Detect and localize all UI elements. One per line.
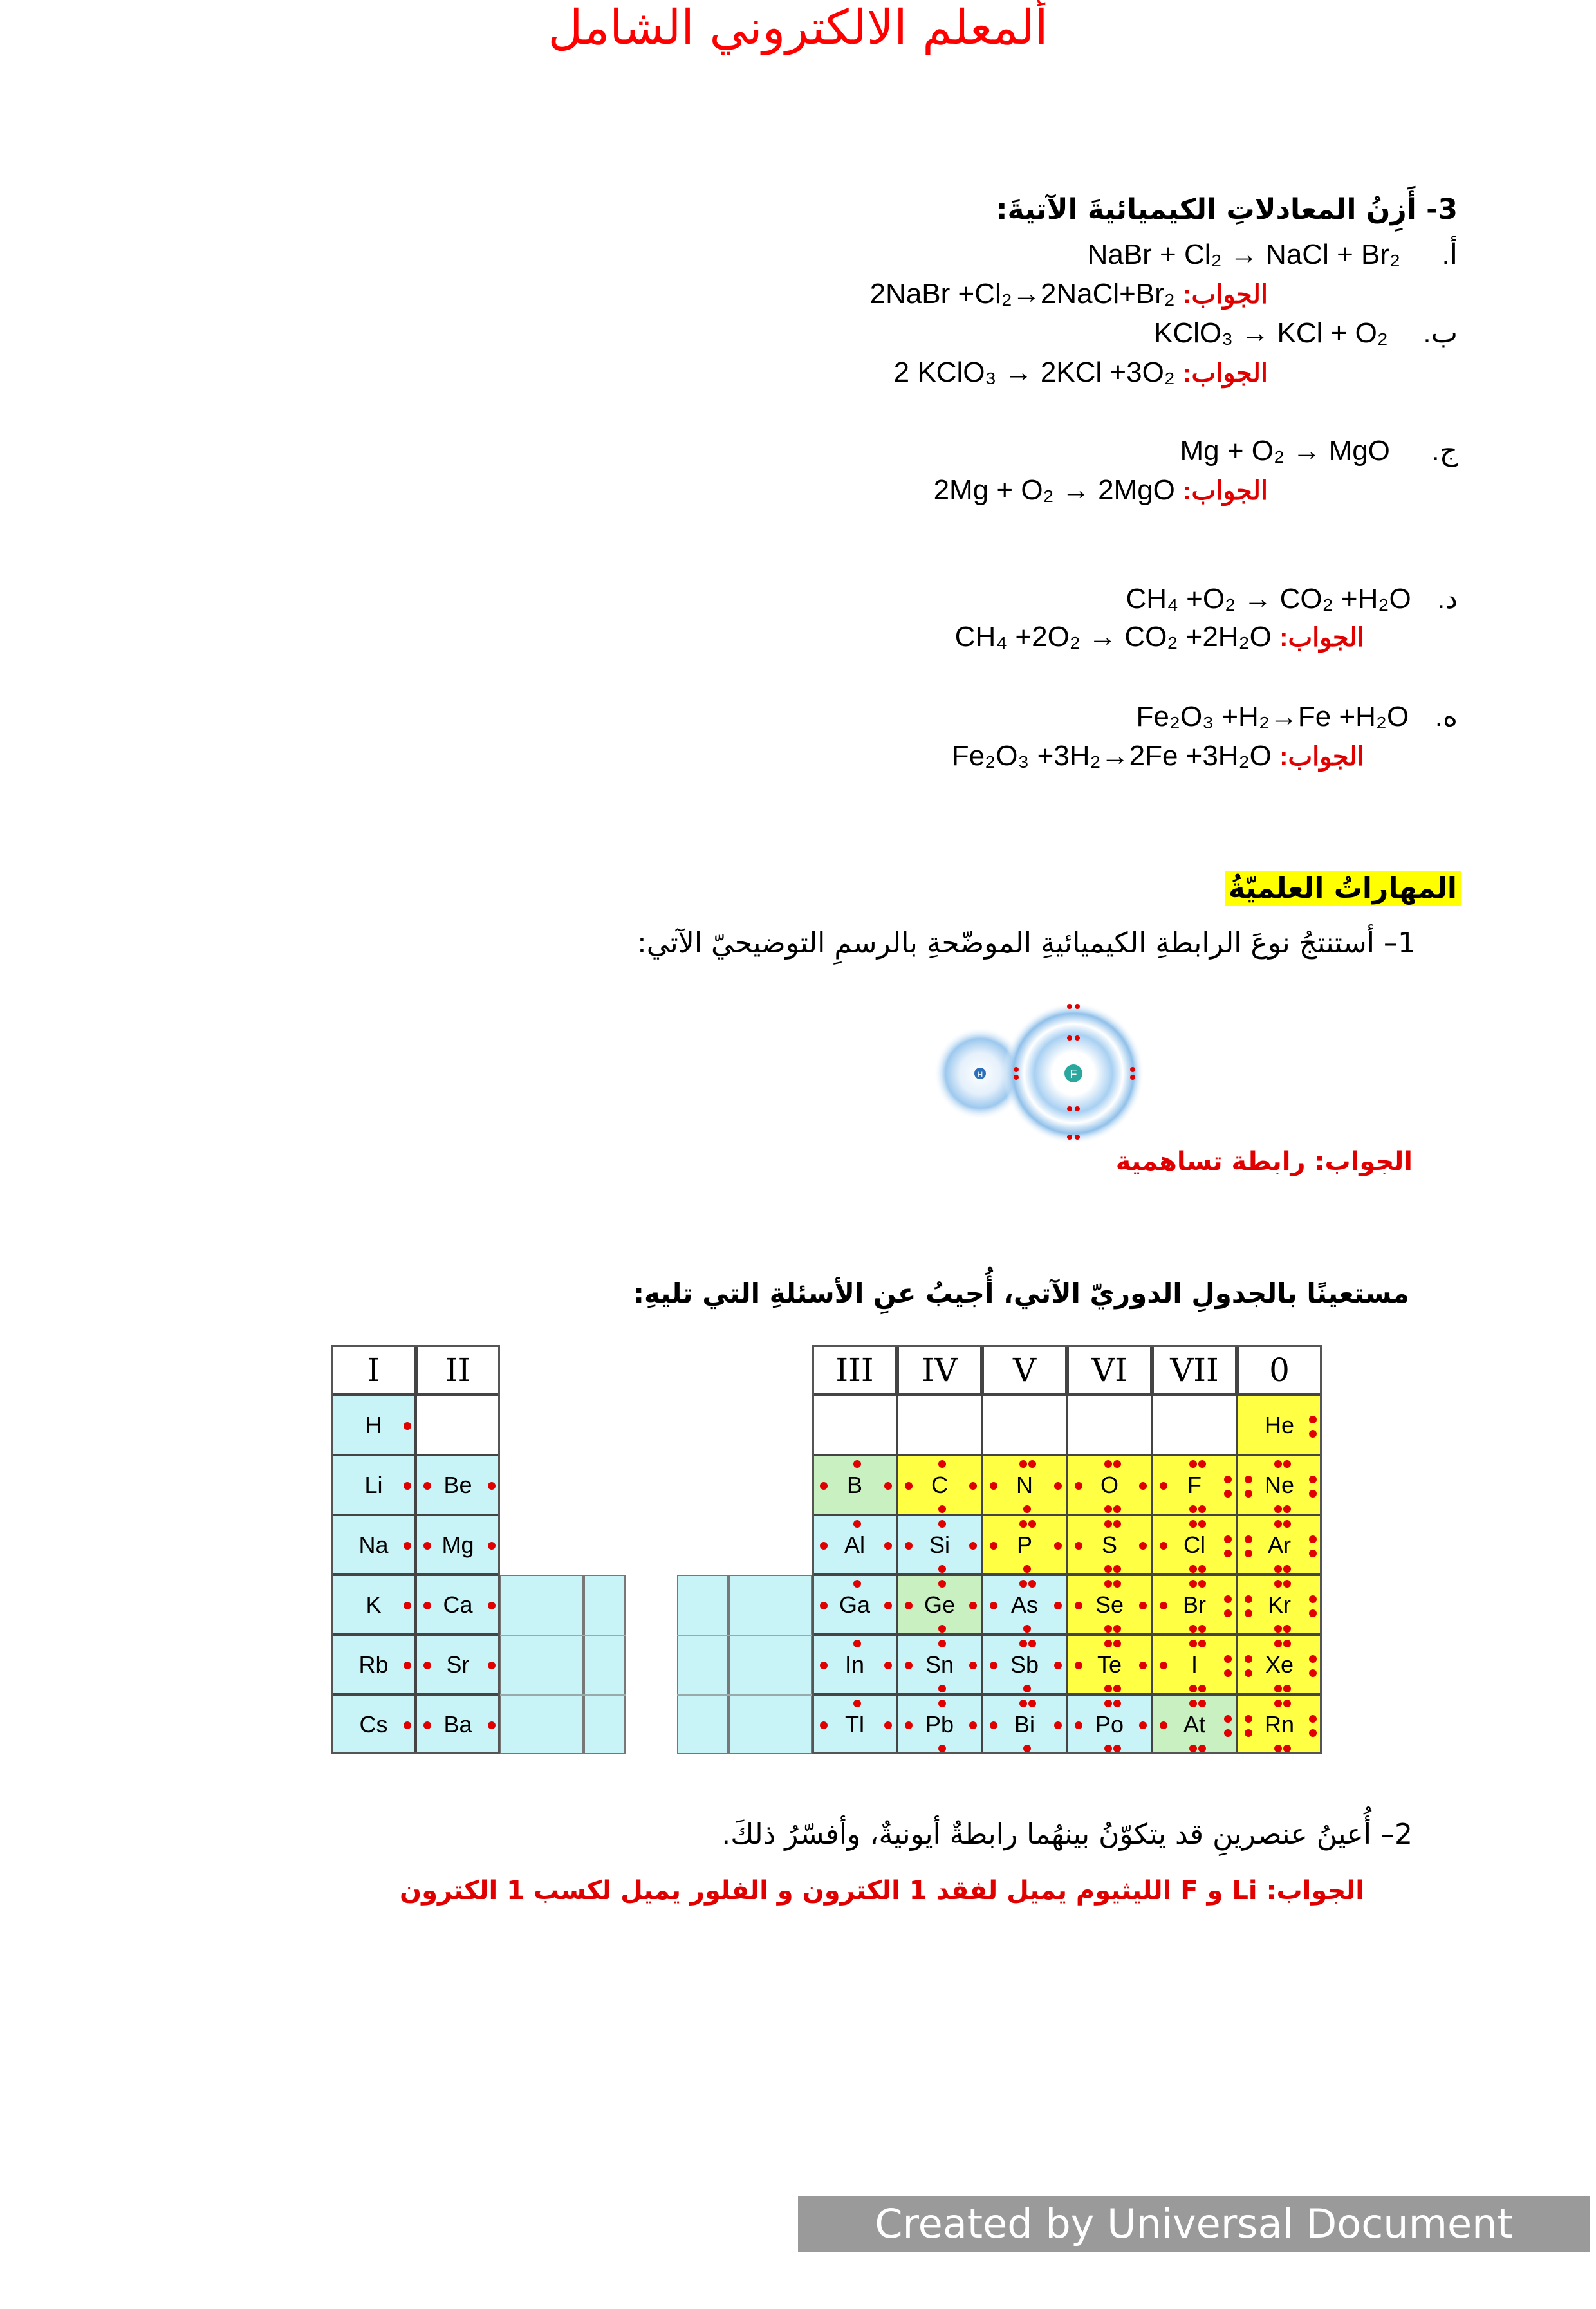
electron-dot	[1104, 1505, 1112, 1513]
electron-dot	[1274, 1580, 1282, 1588]
electron-dot	[1189, 1460, 1197, 1468]
electron-dot	[1198, 1460, 1206, 1468]
eq-text: NaBr + Cl₂ → NaCl + Br₂	[1087, 239, 1401, 270]
answer-label: الجواب:	[1183, 281, 1268, 309]
electron-dot	[1245, 1729, 1252, 1737]
electron-dot	[1224, 1476, 1232, 1483]
electron-dot	[1104, 1565, 1112, 1573]
electron-dot	[1160, 1662, 1167, 1669]
element-cell-bi: Bi	[982, 1694, 1067, 1754]
element-cell-si: Si	[897, 1515, 982, 1575]
electron-dot	[1245, 1535, 1252, 1543]
electron-dot	[1274, 1460, 1282, 1468]
electron-dot	[1274, 1520, 1282, 1528]
electron-dot	[969, 1662, 977, 1669]
electron-dot	[853, 1520, 861, 1528]
electron-dot	[1104, 1745, 1112, 1752]
electron-dot	[1309, 1655, 1317, 1663]
transition-block	[584, 1575, 626, 1754]
electron-dot	[404, 1721, 411, 1729]
electron-dot	[990, 1662, 998, 1669]
electron-dot	[1113, 1580, 1121, 1588]
electron-dot	[1283, 1565, 1291, 1573]
electron-dot	[884, 1542, 892, 1550]
f-symbol: F	[1070, 1068, 1077, 1080]
electron-dot	[1160, 1542, 1167, 1550]
electron-dot	[1019, 1460, 1027, 1468]
electron-dot	[1139, 1662, 1147, 1669]
transition-block	[677, 1575, 728, 1754]
table-outline-right	[812, 1345, 1322, 1754]
electron-dot	[1309, 1476, 1317, 1483]
group-header: VI	[1067, 1345, 1152, 1395]
electron-dot	[1189, 1625, 1197, 1633]
eq-letter: ب.	[1423, 317, 1458, 349]
electron-dot	[969, 1482, 977, 1490]
element-cell-f: F	[1152, 1455, 1237, 1515]
electron-dot	[1283, 1460, 1291, 1468]
electron-dot	[423, 1721, 431, 1729]
eq-item-e	[1137, 700, 1458, 733]
electron-dot	[1189, 1520, 1197, 1528]
electron-dot	[1283, 1745, 1291, 1752]
answer-label: الجواب:	[1183, 359, 1268, 387]
element-cell-pb: Pb	[897, 1694, 982, 1754]
element-cell-al: Al	[812, 1515, 897, 1575]
electron-dot	[1054, 1542, 1062, 1550]
eq-item-a	[1088, 238, 1458, 271]
electron-dot	[1224, 1535, 1232, 1543]
electron-dot	[1198, 1505, 1206, 1513]
electron-dot	[938, 1580, 946, 1588]
skills-heading-text: المهاراتُ العلميّةُ	[1225, 871, 1461, 906]
electron-dot	[1245, 1669, 1252, 1677]
element-cell-ca: Ca	[416, 1575, 500, 1635]
electron-dot	[404, 1422, 411, 1430]
empty-cell	[1152, 1395, 1237, 1455]
electron-dot	[1104, 1640, 1112, 1647]
electron-dot	[1245, 1595, 1252, 1603]
electron-dot	[1054, 1602, 1062, 1609]
electron-dot	[1075, 1662, 1082, 1669]
h-symbol: H	[977, 1070, 983, 1079]
electron-dot	[1224, 1729, 1232, 1737]
element-cell-b: B	[812, 1455, 897, 1515]
question-1: 1– أستنتجُ نوعَ الرابطةِ الكيميائيةِ الموضّحةِ بالرسمِ التوضيحيّ الآتي:	[636, 927, 1416, 960]
electron-dot	[1274, 1745, 1282, 1752]
electron-dot	[990, 1721, 998, 1729]
electron-dot	[1104, 1520, 1112, 1528]
electron-dot	[853, 1460, 861, 1468]
electron-dot	[938, 1505, 946, 1513]
electron-dot	[905, 1602, 913, 1609]
empty-cell	[1067, 1395, 1152, 1455]
group-header: VII	[1152, 1345, 1237, 1395]
electron-dot	[1113, 1625, 1121, 1633]
electron-dot	[990, 1602, 998, 1609]
hf-bond-diagram	[927, 994, 1146, 1142]
eq-text: KClO₃ → KCl + O₂	[1154, 317, 1388, 349]
answer-text: Fe₂O₃ +3H₂→2Fe +3H₂O	[951, 740, 1272, 772]
electron-dot	[820, 1482, 828, 1490]
group-header: II	[416, 1345, 500, 1395]
answer-text: 2Mg + O₂ → 2MgO	[933, 474, 1175, 506]
electron-dot	[1023, 1565, 1031, 1573]
electron-dot	[1224, 1550, 1232, 1557]
empty-cell	[812, 1395, 897, 1455]
electron-dot	[1189, 1745, 1197, 1752]
element-cell-rn: Rn	[1237, 1694, 1322, 1754]
table-intro: مستعينًا بالجدولِ الدوريّ الآتي، أُجيبُ عنِ الأسئلةِ التي تليهِ:	[633, 1277, 1409, 1309]
electron-dot	[1198, 1700, 1206, 1707]
element-cell-i: I	[1152, 1635, 1237, 1694]
electron-dot	[905, 1482, 913, 1490]
element-cell-po: Po	[1067, 1694, 1152, 1754]
electron-dot	[938, 1685, 946, 1692]
element-cell-in: In	[812, 1635, 897, 1694]
electron-dot	[1309, 1535, 1317, 1543]
electron-dot	[1283, 1700, 1291, 1707]
electron-dot	[969, 1721, 977, 1729]
eq-text: Fe₂O₃ +H₂→Fe +H₂O	[1136, 701, 1409, 732]
element-cell-na: Na	[331, 1515, 416, 1575]
electron-dot	[1028, 1460, 1036, 1468]
element-cell-s: S	[1067, 1515, 1152, 1575]
element-cell-sn: Sn	[897, 1635, 982, 1694]
electron-dot	[884, 1662, 892, 1669]
divider	[677, 1694, 812, 1696]
answer-label: الجواب:	[1183, 477, 1268, 505]
question-3-heading: 3- أَزِنُ المعادلاتِ الكيميائيةَ الآتيةَ:	[996, 193, 1458, 226]
electron-dot	[853, 1580, 861, 1588]
electron-dot	[1113, 1640, 1121, 1647]
answer-label: الجواب:	[1279, 624, 1364, 652]
electron-dot	[1274, 1700, 1282, 1707]
electron-dot	[1245, 1490, 1252, 1498]
answer-d	[955, 621, 1364, 653]
eq-item-d	[1126, 582, 1458, 615]
electron-dot	[1274, 1565, 1282, 1573]
electron-dot	[1113, 1565, 1121, 1573]
eq-letter: أ.	[1442, 239, 1458, 270]
eq-item-b	[1154, 317, 1458, 349]
electron-dot	[1198, 1685, 1206, 1692]
electron-dot	[853, 1640, 861, 1647]
question-1-answer: الجواب: رابطة تساهمية	[1115, 1147, 1413, 1176]
electron-dot	[1274, 1640, 1282, 1647]
electron-dot	[423, 1542, 431, 1550]
electron-dot	[1309, 1416, 1317, 1423]
electron-dot	[404, 1542, 411, 1550]
answer-b	[894, 357, 1268, 389]
element-cell-rb: Rb	[331, 1635, 416, 1694]
electron-dot	[884, 1602, 892, 1609]
electron-dot	[1309, 1550, 1317, 1557]
answer-label: الجواب:	[1279, 743, 1364, 771]
electron-dot	[1283, 1505, 1291, 1513]
electron-dot	[1139, 1542, 1147, 1550]
electron-dot	[1028, 1700, 1036, 1707]
answer-c	[934, 474, 1268, 506]
electron-dot	[1139, 1721, 1147, 1729]
electron-dot	[1113, 1505, 1121, 1513]
electron-dot	[820, 1721, 828, 1729]
electron-dot	[938, 1460, 946, 1468]
group-header: IV	[897, 1345, 982, 1395]
electron-dot	[1113, 1745, 1121, 1752]
table-outline-left	[331, 1345, 500, 1754]
answer-text: 2NaBr +Cl₂→2NaCl+Br₂	[869, 278, 1175, 310]
electron-dot	[1198, 1520, 1206, 1528]
electron-dot	[1075, 1721, 1082, 1729]
element-cell-at: At	[1152, 1694, 1237, 1754]
element-cell-n: N	[982, 1455, 1067, 1515]
element-cell-h: H	[331, 1395, 416, 1455]
watermark: Created by Universal Document Converter	[798, 2196, 1590, 2252]
transition-block	[500, 1575, 584, 1754]
element-cell-c: C	[897, 1455, 982, 1515]
electron-dot	[1309, 1595, 1317, 1603]
element-cell-mg: Mg	[416, 1515, 500, 1575]
empty-cell	[416, 1395, 500, 1455]
electron-dot	[1113, 1520, 1121, 1528]
electron-dot	[1198, 1580, 1206, 1588]
eq-letter: ه.	[1434, 701, 1458, 732]
answer-e	[952, 740, 1364, 772]
eq-text: Mg + O₂ → MgO	[1180, 435, 1390, 467]
electron-dot	[488, 1602, 496, 1609]
electron-dot	[1104, 1685, 1112, 1692]
element-cell-xe: Xe	[1237, 1635, 1322, 1694]
electron-dot	[404, 1602, 411, 1609]
element-cell-be: Be	[416, 1455, 500, 1515]
element-cell-li: Li	[331, 1455, 416, 1515]
electron-dot	[1283, 1520, 1291, 1528]
electron-dot	[1245, 1655, 1252, 1663]
electron-dot	[1028, 1520, 1036, 1528]
electron-dot	[1309, 1729, 1317, 1737]
electron-dot	[1113, 1700, 1121, 1707]
electron-dot	[1274, 1685, 1282, 1692]
electron-dot	[1189, 1580, 1197, 1588]
electron-dot	[1224, 1715, 1232, 1723]
empty-cell	[982, 1395, 1067, 1455]
element-cell-k: K	[331, 1575, 416, 1635]
electron-dot	[1023, 1745, 1031, 1752]
electron-dot	[884, 1482, 892, 1490]
electron-dot	[1224, 1609, 1232, 1617]
element-cell-as: As	[982, 1575, 1067, 1635]
electron-dot	[820, 1662, 828, 1669]
element-cell-cs: Cs	[331, 1694, 416, 1754]
element-cell-sb: Sb	[982, 1635, 1067, 1694]
group-header: 0	[1237, 1345, 1322, 1395]
element-cell-se: Se	[1067, 1575, 1152, 1635]
answer-a	[870, 278, 1268, 310]
electron-dot	[1245, 1609, 1252, 1617]
electron-dot	[1309, 1430, 1317, 1438]
electron-dot	[938, 1565, 946, 1573]
answer-text: 2 KClO₃ → 2KCl +3O₂	[893, 357, 1175, 388]
electron-dot	[1224, 1490, 1232, 1498]
electron-dot	[1019, 1520, 1027, 1528]
electron-dot	[1023, 1625, 1031, 1633]
electron-dot	[1274, 1625, 1282, 1633]
electron-dot	[938, 1745, 946, 1752]
element-cell-cl: Cl	[1152, 1515, 1237, 1575]
electron-dot	[1189, 1700, 1197, 1707]
electron-dot	[1198, 1640, 1206, 1647]
electron-dot	[1104, 1700, 1112, 1707]
eq-letter: ج.	[1431, 435, 1458, 467]
answer-text: CH₄ +2O₂ → CO₂ +2H₂O	[954, 621, 1272, 653]
electron-dot	[820, 1542, 828, 1550]
electron-dot	[1189, 1685, 1197, 1692]
electron-dot	[1224, 1655, 1232, 1663]
group-header: V	[982, 1345, 1067, 1395]
electron-dot	[423, 1482, 431, 1490]
electron-dot	[969, 1542, 977, 1550]
electron-dot	[423, 1602, 431, 1609]
electron-dot	[1274, 1505, 1282, 1513]
electron-dot	[1113, 1685, 1121, 1692]
divider	[500, 1635, 626, 1636]
electron-dot	[938, 1520, 946, 1528]
transition-block	[728, 1575, 812, 1754]
element-cell-te: Te	[1067, 1635, 1152, 1694]
element-cell-o: O	[1067, 1455, 1152, 1515]
electron-dot	[1028, 1640, 1036, 1647]
electron-dot	[1023, 1685, 1031, 1692]
electron-dot	[1309, 1715, 1317, 1723]
electron-dot	[1019, 1700, 1027, 1707]
electron-dot	[1283, 1685, 1291, 1692]
element-cell-ga: Ga	[812, 1575, 897, 1635]
divider	[677, 1635, 812, 1636]
element-cell-p: P	[982, 1515, 1067, 1575]
electron-dot	[488, 1482, 496, 1490]
electron-dot	[1198, 1565, 1206, 1573]
element-cell-ar: Ar	[1237, 1515, 1322, 1575]
electron-dot	[1198, 1745, 1206, 1752]
element-cell-sr: Sr	[416, 1635, 500, 1694]
electron-dot	[820, 1602, 828, 1609]
electron-dot	[1075, 1482, 1082, 1490]
electron-dot	[990, 1482, 998, 1490]
electron-dot	[1189, 1565, 1197, 1573]
electron-dot	[1160, 1721, 1167, 1729]
electron-dot	[1075, 1602, 1082, 1609]
electron-dot	[853, 1700, 861, 1707]
electron-dot	[1160, 1602, 1167, 1609]
electron-dot	[1283, 1625, 1291, 1633]
question-2-answer: الجواب: Li و F الليثيوم يميل لفقد 1 الكترون و الفلور يميل لكسب 1 الكترون	[399, 1876, 1364, 1906]
electron-dot	[1198, 1625, 1206, 1633]
electron-dot	[1283, 1580, 1291, 1588]
electron-dot	[404, 1662, 411, 1669]
electron-dot	[1309, 1490, 1317, 1498]
electron-dot	[905, 1721, 913, 1729]
electron-dot	[1019, 1640, 1027, 1647]
electron-dot	[1245, 1476, 1252, 1483]
electron-dot	[1245, 1550, 1252, 1557]
electron-dot	[938, 1700, 946, 1707]
empty-cell	[897, 1395, 982, 1455]
electron-dot	[1189, 1640, 1197, 1647]
electron-dot	[1113, 1460, 1121, 1468]
electron-dot	[1019, 1580, 1027, 1588]
electron-dot	[1104, 1580, 1112, 1588]
electron-dot	[1160, 1482, 1167, 1490]
eq-item-c	[1180, 434, 1458, 467]
eq-text: CH₄ +O₂ → CO₂ +H₂O	[1126, 583, 1411, 615]
electron-dot	[404, 1482, 411, 1490]
question-2: 2– أُعينُ عنصرينِ قد يتكوّنُ بينهُما رابطةٌ أيونيةٌ، وأفسّرُ ذلكَ.	[721, 1818, 1413, 1851]
page-title: ألمعلم الالكتروني الشامل	[548, 0, 1048, 55]
electron-dot	[1189, 1505, 1197, 1513]
electron-dot	[488, 1542, 496, 1550]
group-header: I	[331, 1345, 416, 1395]
eq-letter: د.	[1437, 583, 1458, 615]
electron-dot	[938, 1625, 946, 1633]
electron-dot	[1104, 1625, 1112, 1633]
element-cell-ba: Ba	[416, 1694, 500, 1754]
electron-dot	[1054, 1662, 1062, 1669]
electron-dot	[1309, 1609, 1317, 1617]
electron-dot	[1224, 1669, 1232, 1677]
electron-dot	[488, 1662, 496, 1669]
divider	[500, 1694, 626, 1696]
electron-dot	[905, 1662, 913, 1669]
element-cell-he: He	[1237, 1395, 1322, 1455]
element-cell-kr: Kr	[1237, 1575, 1322, 1635]
electron-dot	[1054, 1482, 1062, 1490]
electron-dot	[905, 1542, 913, 1550]
electron-dot	[1245, 1715, 1252, 1723]
electron-dot	[488, 1721, 496, 1729]
electron-dot	[1023, 1505, 1031, 1513]
electron-dot	[884, 1721, 892, 1729]
electron-dot	[1075, 1542, 1082, 1550]
element-cell-ne: Ne	[1237, 1455, 1322, 1515]
electron-dot	[1224, 1595, 1232, 1603]
electron-dot	[1139, 1482, 1147, 1490]
electron-dot	[1283, 1640, 1291, 1647]
electron-dot	[1028, 1580, 1036, 1588]
electron-dot	[938, 1640, 946, 1647]
electron-dot	[990, 1542, 998, 1550]
skills-heading	[1225, 872, 1461, 905]
group-header: III	[812, 1345, 897, 1395]
electron-dot	[1104, 1460, 1112, 1468]
element-cell-ge: Ge	[897, 1575, 982, 1635]
element-cell-br: Br	[1152, 1575, 1237, 1635]
element-cell-tl: Tl	[812, 1694, 897, 1754]
electron-dot	[423, 1662, 431, 1669]
electron-dot	[1309, 1669, 1317, 1677]
electron-dot	[1139, 1602, 1147, 1609]
electron-dot	[1054, 1721, 1062, 1729]
electron-dot	[969, 1602, 977, 1609]
